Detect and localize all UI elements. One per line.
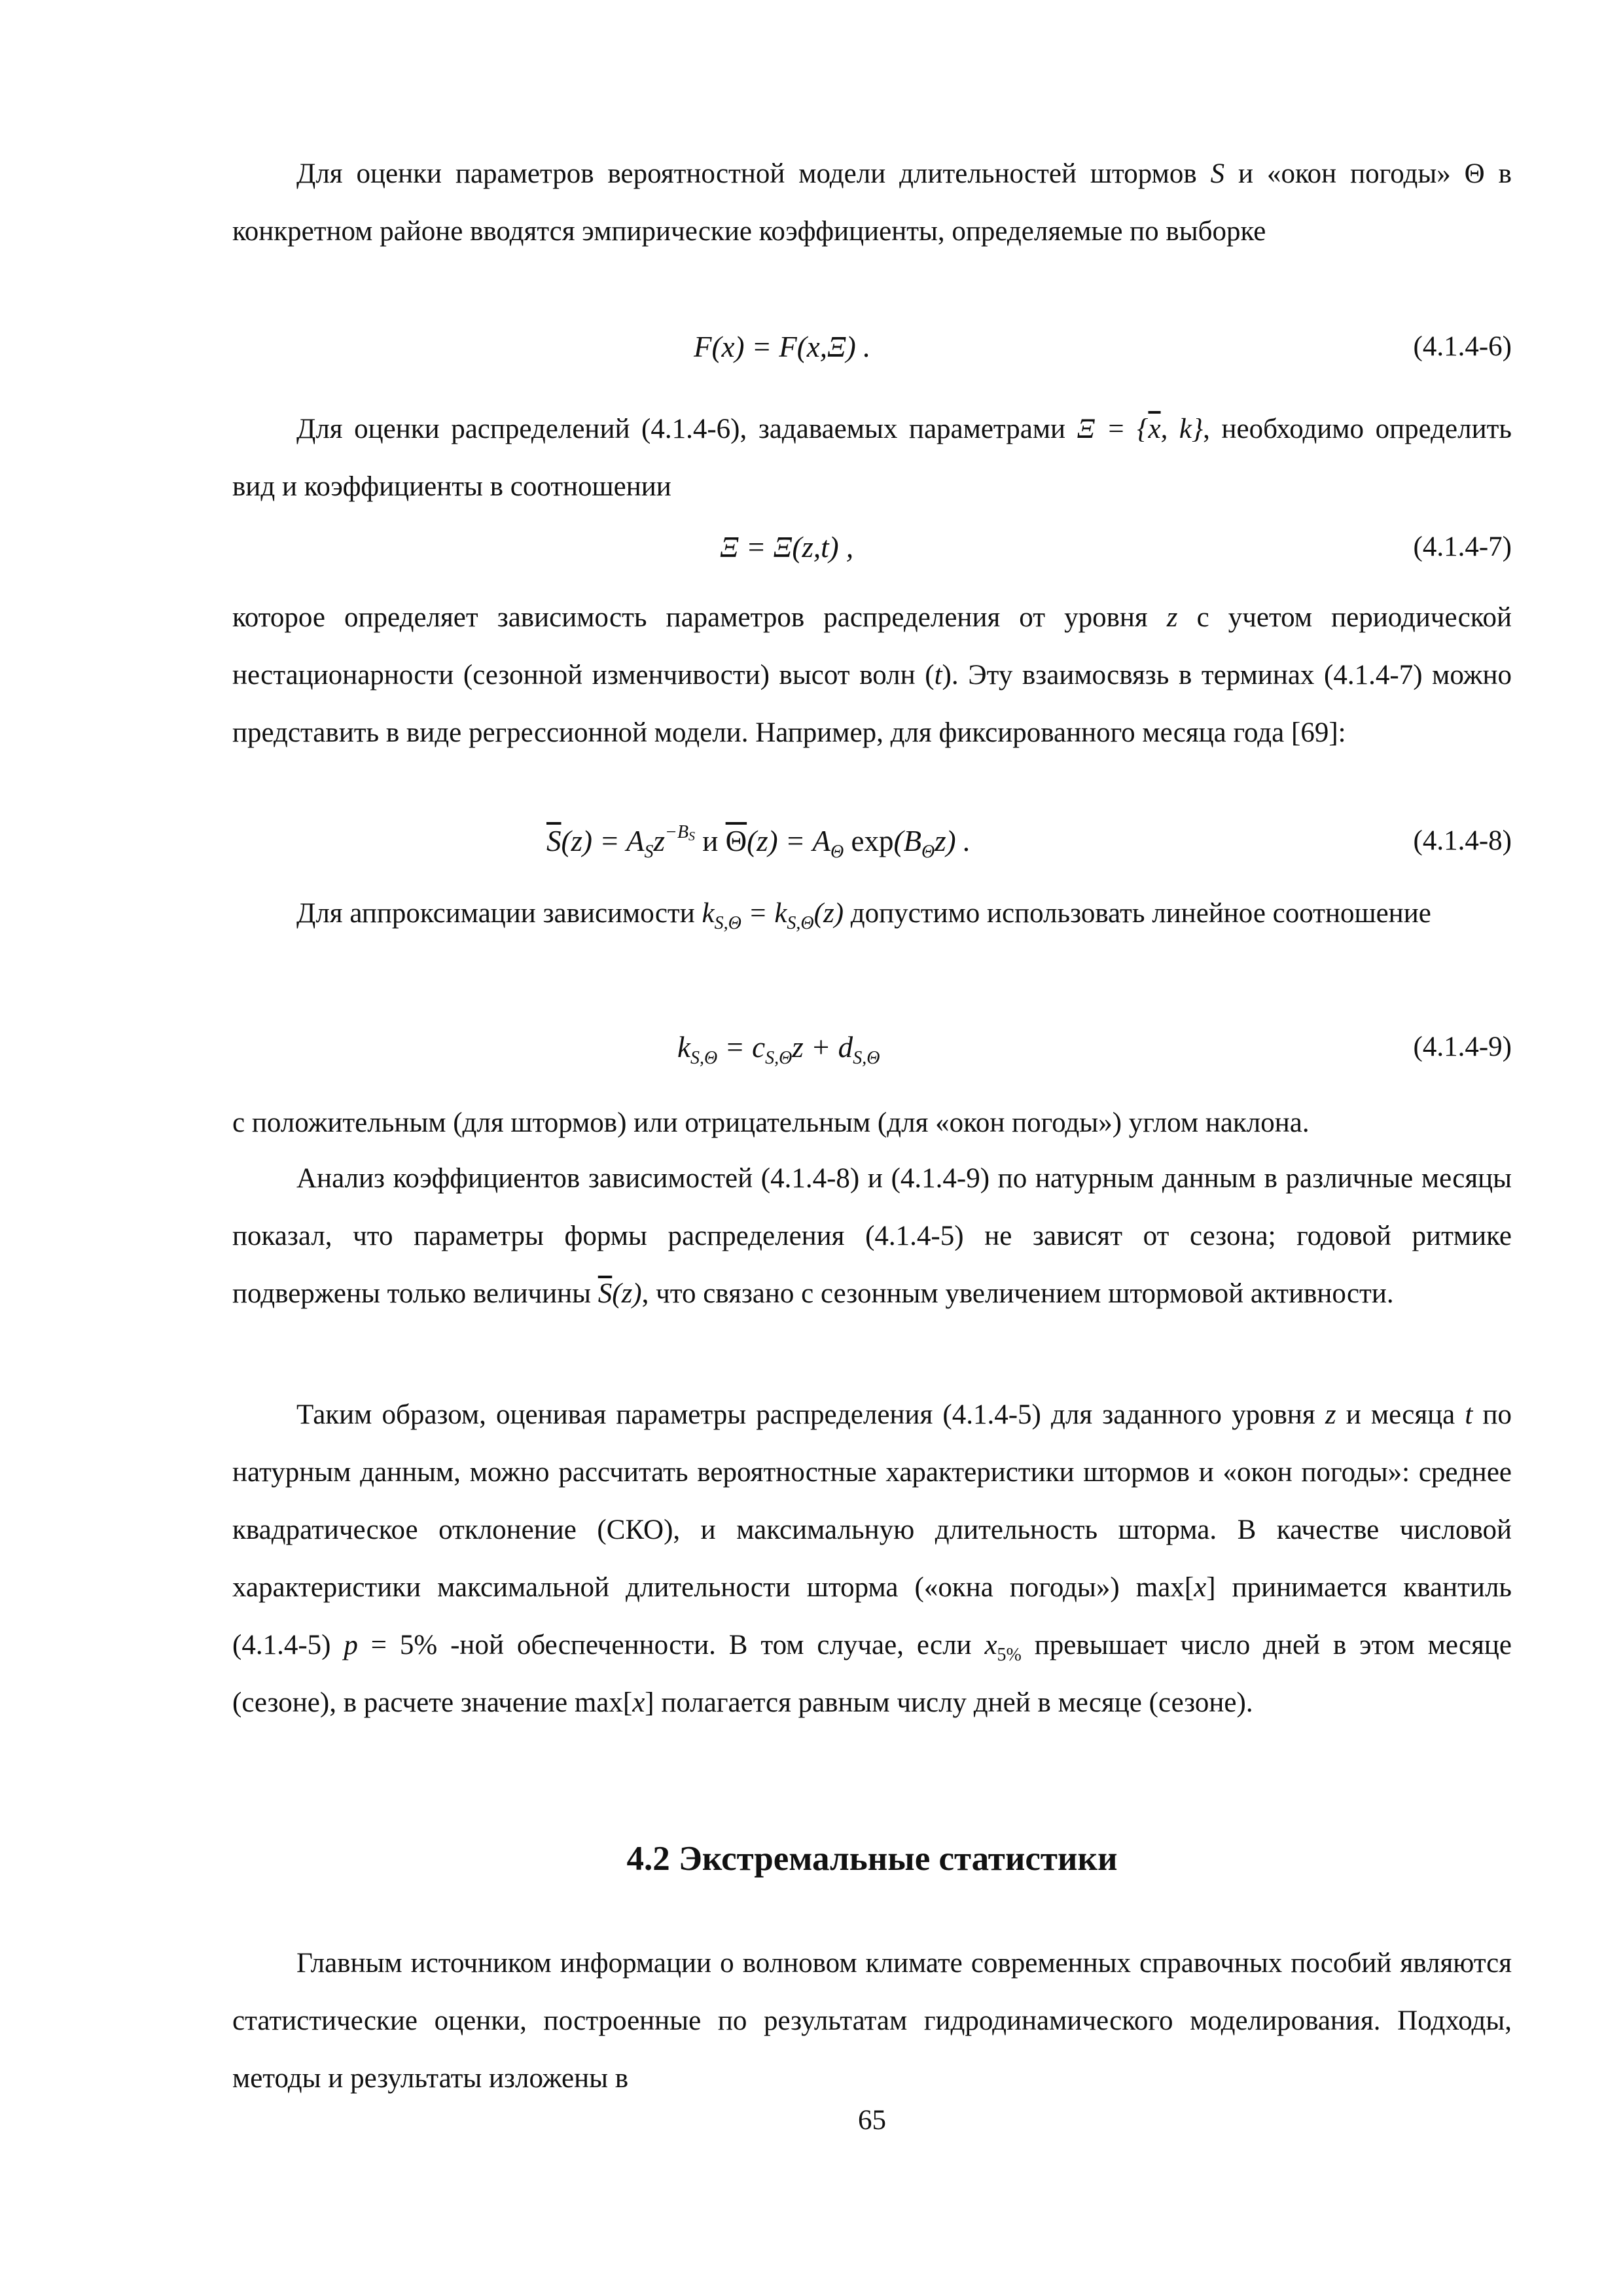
paragraph-slope: с положительным (для штормов) или отрицательным (для «окон погоды») углом наклона. (232, 1107, 1310, 1138)
equation-formula: $\overline{S}(z) = A_Sz^{-B_S}$ и $\overline{\Theta}(z) = A_\Theta$ $\exp(B_\Theta z)$ . (546, 822, 971, 862)
equation-4-1-4-6 (232, 321, 1512, 373)
equation-formula: Ξ = Ξ(z,t) , (720, 531, 854, 564)
document-page (232, 0, 1512, 2296)
equation-4-1-4-9 (232, 1021, 1512, 1073)
equation-4-1-4-7 (232, 521, 1512, 573)
equation-number: (4.1.4-6) (1413, 331, 1512, 362)
paragraph-distributions: Для оценки распределений (4.1.4-6), задаваемых параметрами $\Xi = \{\overline{x}$, k}, необходимо определить вид и коэффициенты в соотношении (232, 414, 1512, 502)
equation-number: (4.1.4-8) (1413, 825, 1512, 856)
paragraph-sources: Главным источником информации о волновом климате современных справочных пособий являются статистические оценки, построенные по результатам гидродинамического моделирования. Подходы, методы и результаты изложены в (232, 1948, 1512, 2094)
section-heading: 4.2 Экстремальные статистики (626, 1840, 1118, 1878)
equation-number: (4.1.4-9) (1413, 1031, 1512, 1062)
equation-formula: $k_{S,\Theta} = c_{S,\Theta}z + d_{S,\Theta}$ (677, 1031, 880, 1068)
paragraph-analysis: Анализ коэффициентов зависимостей (4.1.4-8) и (4.1.4-9) по натурным данным в различные месяцы показал, что параметры формы распределения (4.1.4-5) не зависят от сезона; годовой ритмике подвержены только величины $\overline{S}(z)$, что связано с сезонным увеличением штормовой активности. (232, 1163, 1512, 1309)
page-number: 65 (858, 2105, 886, 2136)
equation-4-1-4-8 (232, 815, 1512, 867)
equation-number: (4.1.4-7) (1413, 531, 1512, 562)
paragraph-conclusion: Таким образом, оценивая параметры распределения (4.1.4-5) для заданного уровня z и месяца t по натурным данным, можно рассчитать вероятностные характеристики штормов и «окон погоды»: среднее квадратическое отклонение (СКО), и максимальную длительность шторма. В качестве числовой характеристики максимальной длительности шторма («окна погоды») max[x] принимается квантиль (4.1.4-5) p = 5% -ной обеспеченности. В том случае, если $x_{5\%}$ превышает число дней в этом месяце (сезоне), в расчете значение max[x] полагается равным числу дней в месяце (сезоне). (232, 1399, 1512, 1718)
paragraph-approximation: Для аппроксимации зависимости $k_{S,\Theta} = k_{S,\Theta}(z)$ допустимо использовать линейное соотношение (296, 898, 1431, 933)
paragraph-intro: Для оценки параметров вероятностной модели длительностей штормов S и «окон погоды» Θ в конкретном районе вводятся эмпирические коэффициенты, определяемые по выборке (232, 158, 1512, 247)
equation-formula: F(x) = F(x,Ξ) . (694, 331, 871, 363)
paragraph-regression: которое определяет зависимость параметров распределения от уровня z с учетом периодической нестационарности (сезонной изменчивости) высот волн (t). Эту взаимосвязь в терминах (4.1.4-7) можно представить в виде регрессионной модели. Например, для фиксированного месяца года [69]: (232, 602, 1512, 748)
